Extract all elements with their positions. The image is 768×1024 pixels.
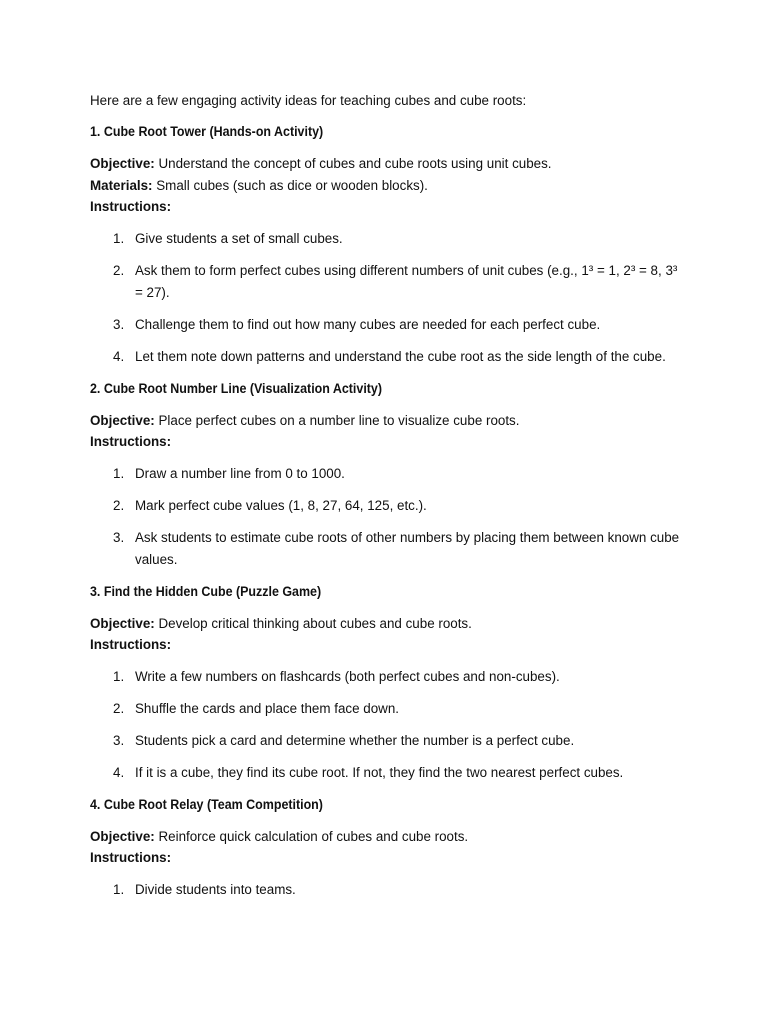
list-number: 2. [113, 262, 125, 278]
list-item [90, 228, 680, 250]
instruction-list [90, 228, 680, 368]
objective-text: Understand the concept of cubes and cube roots using unit cubes. [154, 156, 552, 171]
instructions-label: Instructions: [90, 850, 172, 865]
list-number: 4. [113, 348, 125, 364]
section-hidden-cube [90, 581, 680, 784]
section-heading: 3. Find the Hidden Cube (Puzzle Game) [90, 583, 322, 599]
instructions-label: Instructions: [90, 637, 172, 652]
list-number: 3. [113, 732, 125, 748]
list-item [90, 730, 680, 752]
materials-text: Small cubes (such as dice or wooden blocks). [152, 177, 428, 193]
intro-text: Here are a few engaging activity ideas for teaching cubes and cube roots: [90, 93, 527, 108]
list-item [90, 527, 680, 571]
section-relay [90, 794, 680, 901]
list-number: 1. [113, 881, 125, 897]
list-text: Ask students to estimate cube roots of other numbers by placing them between known cube values. [135, 529, 680, 567]
objective-line [90, 826, 680, 848]
list-text: Let them note down patterns and understand the cube root as the side length of the cube. [135, 348, 666, 364]
materials-label: Materials: [90, 177, 153, 193]
objective-line [90, 153, 680, 175]
list-item [90, 314, 680, 336]
list-item [90, 879, 680, 901]
list-number: 3. [113, 316, 125, 332]
list-number: 1. [113, 668, 125, 684]
objective-text: Place perfect cubes on a number line to visualize cube roots. [154, 412, 520, 428]
list-item [90, 762, 680, 784]
instruction-list [90, 463, 680, 571]
instruction-list [90, 666, 680, 784]
list-text: Give students a set of small cubes. [135, 230, 343, 246]
list-number: 2. [113, 497, 125, 513]
list-text: Shuffle the cards and place them face down. [135, 700, 400, 716]
list-item [90, 260, 680, 304]
objective-line [90, 410, 680, 432]
list-text: Write a few numbers on flashcards (both perfect cubes and non-cubes). [135, 668, 560, 684]
section-heading: 4. Cube Root Relay (Team Competition) [90, 796, 323, 812]
list-item [90, 698, 680, 720]
list-item [90, 495, 680, 517]
section-heading: 2. Cube Root Number Line (Visualization Activity) [90, 380, 383, 396]
instructions-label: Instructions: [90, 434, 172, 449]
list-number: 2. [113, 700, 125, 716]
list-text: If it is a cube, they find its cube root. If not, they find the two nearest perfect cubes. [135, 764, 624, 780]
list-text: Divide students into teams. [135, 881, 296, 897]
instruction-list [90, 879, 680, 901]
objective-text: Reinforce quick calculation of cubes and cube roots. [154, 828, 469, 844]
list-text: Ask them to form perfect cubes using different numbers of unit cubes (e.g., 1³ = 1, 2³ = 8, 3³ = 27). [135, 262, 678, 300]
list-text: Challenge them to find out how many cubes are needed for each perfect cube. [135, 316, 601, 332]
objective-label: Objective: [90, 412, 155, 428]
objective-label: Objective: [90, 615, 155, 631]
section-number-line [90, 378, 680, 571]
list-text: Draw a number line from 0 to 1000. [135, 465, 345, 481]
objective-label: Objective: [90, 156, 155, 171]
list-number: 3. [113, 529, 125, 545]
section-heading: 1. Cube Root Tower (Hands-on Activity) [90, 124, 324, 139]
objective-label: Objective: [90, 828, 155, 844]
objective-text: Develop critical thinking about cubes and cube roots. [154, 615, 472, 631]
section-cube-root-tower [90, 121, 680, 368]
list-item [90, 346, 680, 368]
objective-line [90, 613, 680, 635]
list-number: 4. [113, 764, 125, 780]
instructions-label: Instructions: [90, 199, 172, 214]
list-item [90, 666, 680, 688]
document-page [90, 90, 680, 911]
list-number: 1. [113, 465, 125, 481]
list-text: Mark perfect cube values (1, 8, 27, 64, 125, etc.). [135, 497, 427, 513]
list-item [90, 463, 680, 485]
list-text: Students pick a card and determine whether the number is a perfect cube. [135, 732, 575, 748]
list-number: 1. [113, 230, 125, 246]
materials-line [90, 175, 680, 197]
